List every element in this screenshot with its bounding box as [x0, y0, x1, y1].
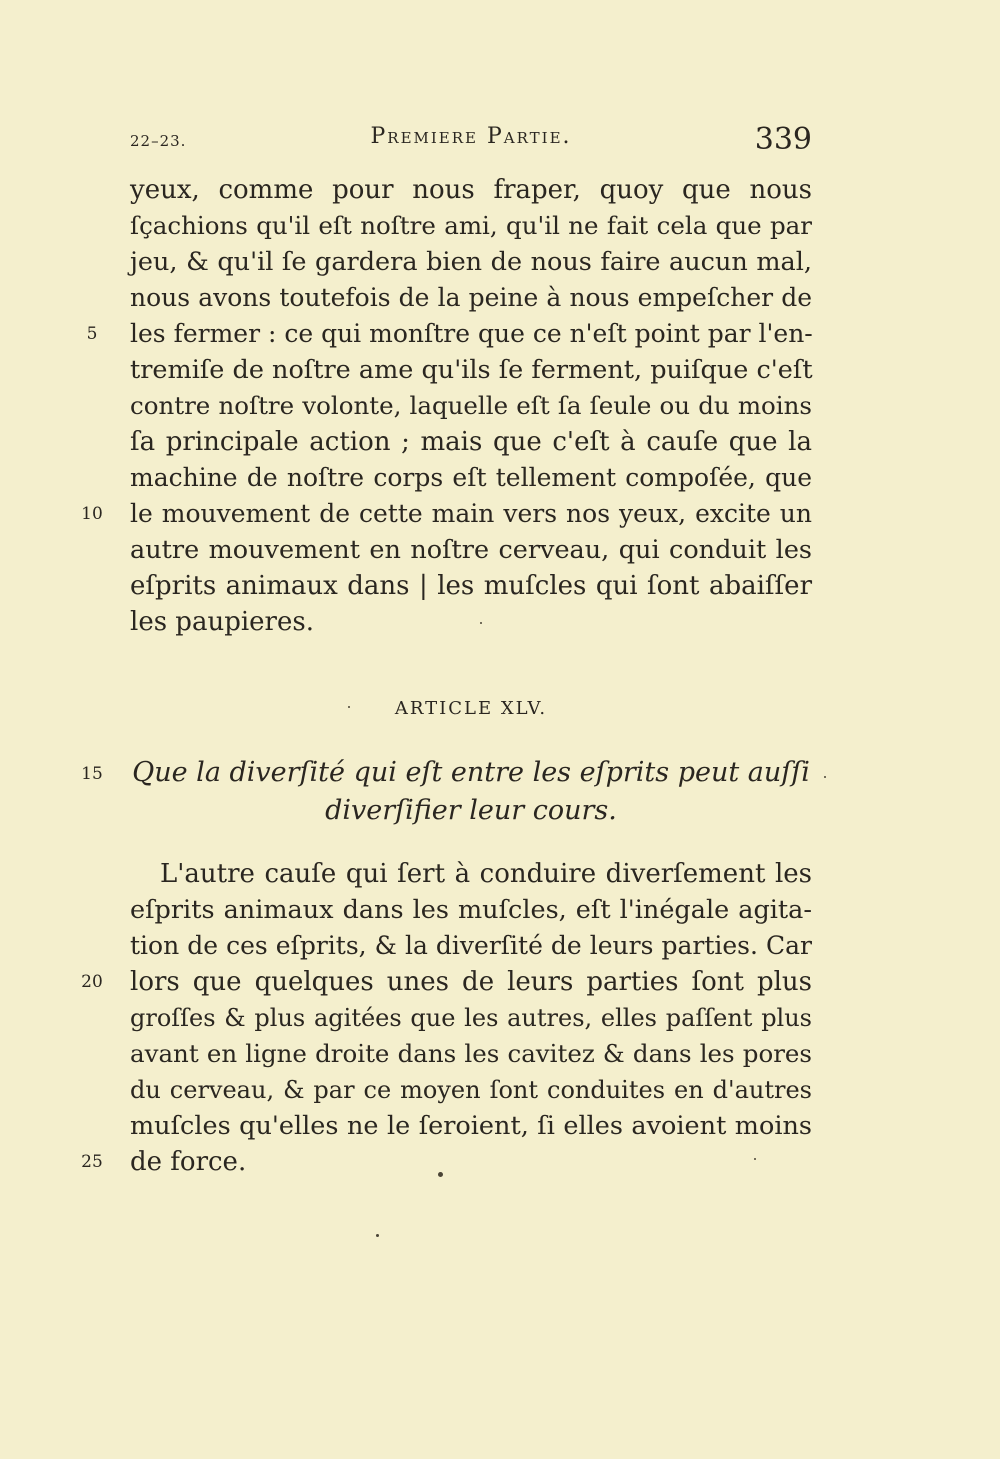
text-line: tremiſe de noſtre ame qu'ils ſe ferment, puiſque c'eſt [130, 355, 813, 385]
ink-speck [754, 1158, 756, 1160]
text-line: ſa principale action ; mais que c'eſt à cauſe que la [130, 427, 812, 457]
text-line: le mouvement de cette main vers nos yeux, excite un [130, 499, 812, 528]
line-number: 5 [86, 324, 98, 344]
running-header [130, 124, 812, 158]
line-number: 20 [81, 972, 103, 992]
article-range: 22–23. [130, 132, 187, 150]
text-line: jeu, & qu'il ſe gardera bien de nous faire aucun mal, [130, 247, 812, 277]
text-line: lors que quelques unes de leurs parties ſont plus [130, 967, 812, 997]
article-heading: ARTICLE XLV. [394, 698, 548, 719]
article-subtitle-line: Que la diverſité qui eſt entre les eſprits peut auſſi [132, 757, 810, 788]
ink-speck [824, 776, 826, 778]
ink-speck [480, 622, 482, 624]
running-title: Premiere Partie. [370, 124, 572, 149]
text-line: les fermer : ce qui monſtre que ce n'eſt point par l'en- [130, 319, 813, 348]
text-line: autre mouvement en noſtre cerveau, qui conduit les [130, 535, 812, 565]
text-line: groſſes & plus agitées que les autres, elles paſſent plus [130, 1004, 812, 1032]
article-subtitle-line: diverſifier leur cours. [325, 795, 617, 826]
text-line: contre noſtre volonte, laquelle eſt ſa ſeule ou du moins [130, 391, 812, 420]
text-line: machine de noſtre corps eſt tellement compoſée, que [130, 463, 812, 492]
text-line: L'autre cauſe qui ſert à conduire diverſement les [160, 859, 812, 889]
text-line: yeux, comme pour nous fraper, quoy que nous [130, 175, 812, 205]
ink-speck [348, 706, 350, 708]
text-line: tion de ces eſprits, & la diverſité de leurs parties. Car [130, 931, 812, 960]
line-number: 10 [81, 504, 103, 524]
text-line: de force. [130, 1147, 247, 1177]
text-line: les paupieres. [130, 607, 314, 637]
text-line: avant en ligne droite dans les cavitez & dans les pores [130, 1039, 812, 1068]
text-line: eſprits animaux dans les muſcles, eſt l'inégale agita- [130, 895, 812, 925]
line-number: 25 [81, 1152, 103, 1172]
ink-speck [438, 1172, 443, 1177]
text-line: ſçachions qu'il eſt noſtre ami, qu'il ne fait cela que par [130, 211, 812, 240]
line-number: 15 [81, 764, 103, 784]
text-line: nous avons toutefois de la peine à nous empeſcher de [130, 283, 812, 312]
ink-speck [376, 1234, 379, 1237]
text-line: muſcles qu'elles ne le ſeroient, ſi elles avoient moins [130, 1111, 812, 1141]
text-line: du cerveau, & par ce moyen ſont conduites en d'autres [130, 1076, 812, 1104]
text-line: eſprits animaux dans | les muſcles qui ſont abaiſſer [130, 571, 812, 601]
page-number: 339 [754, 122, 812, 157]
